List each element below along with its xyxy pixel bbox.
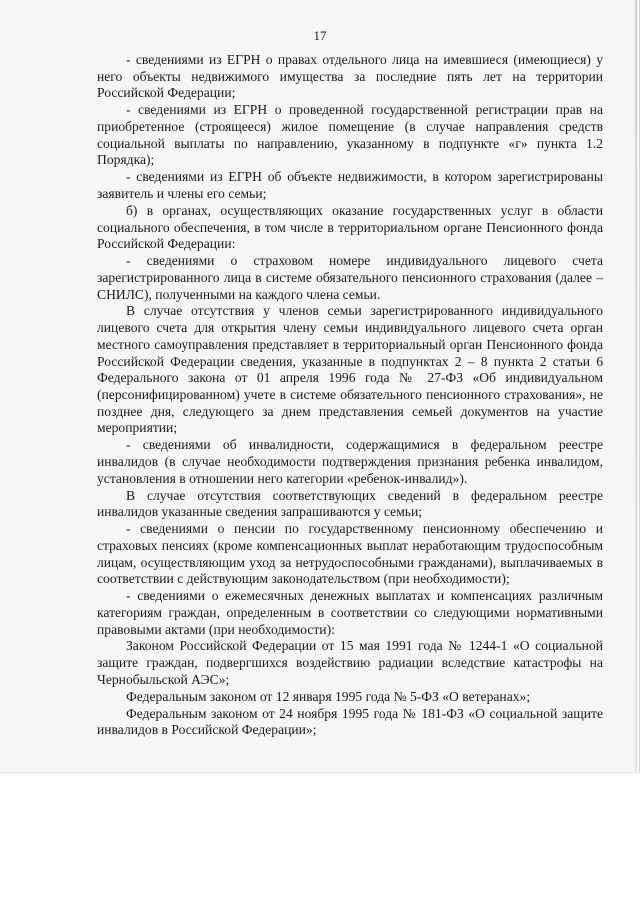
paragraph: - сведениями о страховом номере индивидуального лицевого счета зарегистрированного лица в системе обязательного пенсионного страхования (далее – СНИЛС), полученными на каждого члена семьи. (97, 253, 603, 302)
paragraph: В случае отсутствия соответствующих сведений в федеральном реестре инвалидов указанные сведения запрашиваются у семьи; (97, 487, 603, 520)
paragraph: - сведениями о ежемесячных денежных выплатах и компенсациях различным категориям граждан, определенным в соответствии со следующими нормативными правовыми актами (при необходимости): (97, 588, 603, 637)
page-edge-shadow (635, 0, 637, 772)
paragraph: - сведениями об инвалидности, содержащимися в федеральном реестре инвалидов (в случае необходимости подтверждения признания ребенка инвалидом, установления в отношении него категории «ребенок-инвалид»). (97, 437, 603, 486)
paragraph: - сведениями из ЕГРН о проведенной государственной регистрации прав на приобретенное (строящееся) жилое помещение (в случае направления средств социальной выплаты по направлению, указанному в подпункте «г» пункта 1.2 Порядка); (97, 102, 603, 168)
paragraph: Федеральным законом от 12 января 1995 года № 5-ФЗ «О ветеранах»; (126, 688, 531, 704)
blank-area (0, 772, 640, 906)
paragraph: - сведениями о пенсии по государственному пенсионному обеспечению и страховых пенсиях (кроме компенсационных выплат неработающим трудоспособным лицам, осуществляющим уход за нетрудоспособными гражданами), выплачиваемых в соответствии с действующим законодательством (при необходимости); (97, 521, 603, 587)
page-number: 17 (313, 28, 327, 43)
paragraph: Федеральным законом от 24 ноября 1995 года № 181-ФЗ «О социальной защите инвалидов в Российской Федерации»; (97, 705, 603, 738)
paragraph: В случае отсутствия у членов семьи зарегистрированного индивидуального лицевого счета для открытия члену семьи индивидуального лицевого счета орган местного самоуправления представляет в территориальный орган Пенсионного фонда Российской Федерации сведения, указанные в подпунктах 2 – 8 пункта 2 статьи 6 Федерального закона от 01 апреля 1996 года № 27-ФЗ «Об индивидуальном (персонифицированном) учете в системе обязательного пенсионного страхования», не позднее дня, следующего за днем представления семьей документов на участие мероприятии; (97, 303, 603, 436)
paragraph: б) в органах, осуществляющих оказание государственных услуг в области социального обеспечения, в том числе в территориальном органе Пенсионного фонда Российской Федерации: (97, 202, 603, 252)
paragraph: Законом Российской Федерации от 15 мая 1991 года № 1244-1 «О социальной защите граждан, подвергшихся воздействию радиации вследствие катастрофы на Чернобыльской АЭС»; (97, 638, 603, 687)
document-body (97, 52, 603, 739)
paragraph: - сведениями из ЕГРН о правах отдельного лица на имевшиеся (имеющиеся) у него объекты недвижимого имущества за последние пять лет на территории Российской Федерации; (97, 52, 603, 101)
paragraph: - сведениями из ЕГРН об объекте недвижимости, в котором зарегистрированы заявитель и члены его семьи; (97, 169, 603, 201)
